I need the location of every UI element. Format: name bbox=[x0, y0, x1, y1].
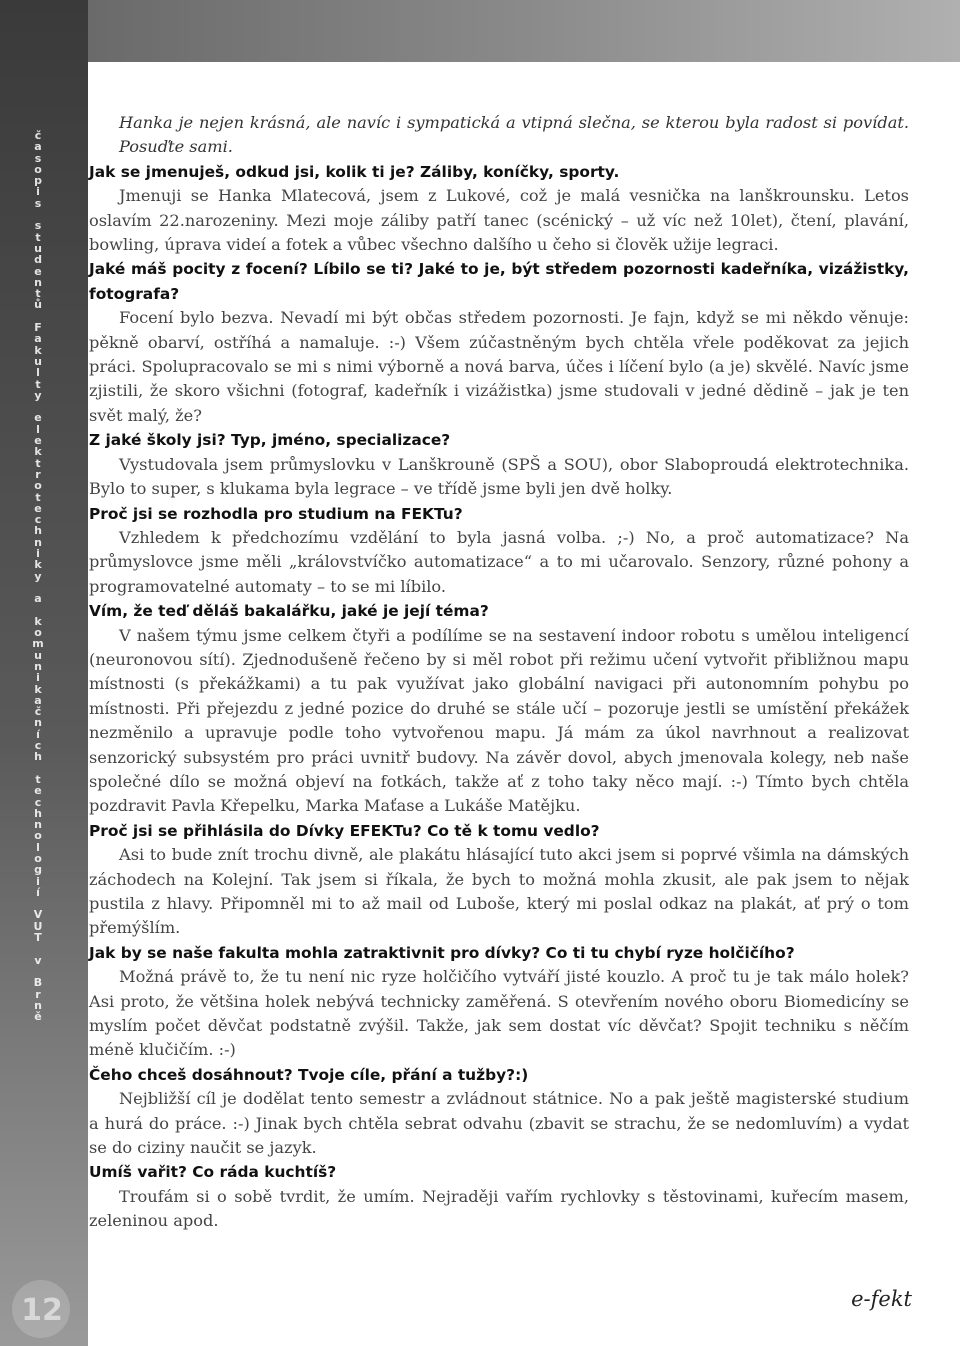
sidebar-letter: s bbox=[34, 219, 42, 233]
interview-answer: Nejbližší cíl je dodělat tento semestr a zvládnout státnice. No a pak ještě magisterské studium a hurá do práce. :-) Jinak bych chtěla sebrat odvahu (zbavit se strachu, že se nedomluvím) a vydat se do ciziny naučit se jazyk. bbox=[89, 1089, 909, 1158]
sidebar-letter: k bbox=[34, 614, 42, 628]
sidebar-letter: n bbox=[34, 716, 42, 730]
sidebar-letter: a bbox=[34, 140, 42, 154]
sidebar-letter: m bbox=[32, 637, 44, 651]
interview-answer: Troufám si o sobě tvrdit, že umím. Nejraději vařím rychlovky s těstovinami, kuřecím masem, zeleninou apod. bbox=[89, 1186, 909, 1231]
sidebar-letter: í bbox=[36, 727, 40, 741]
sidebar-letter: č bbox=[34, 129, 42, 142]
sidebar-letter: d bbox=[34, 253, 42, 267]
sidebar-letter: e bbox=[34, 434, 42, 448]
sidebar-letter: n bbox=[34, 998, 42, 1012]
interview-answer: Jmenuji se Hanka Mlatecová, jsem z Lukové, což je malá vesnička na lanškrounsku. Letos oslavím 22.narozeniny. Mezi moje záliby patří tanec (scénický – už víc než 10let), čtení, plavání, bowling, úprava videí a fotek a vůbec všechno dalšího u čeho si člověk užije legraci. bbox=[89, 186, 909, 255]
sidebar-letter: y bbox=[34, 569, 42, 583]
sidebar-letter: e bbox=[34, 411, 42, 425]
sidebar-letter: t bbox=[35, 287, 41, 301]
sidebar-letter: y bbox=[34, 388, 42, 402]
sidebar-letter: l bbox=[36, 366, 40, 380]
sidebar-letter: g bbox=[34, 863, 42, 877]
sidebar-letter: t bbox=[35, 456, 41, 470]
interview-question: Jak se jmenuješ, odkud jsi, kolik ti je? Záliby, koníčky, sporty. bbox=[89, 162, 620, 181]
page-number: 12 bbox=[10, 1278, 74, 1342]
interview-answer: Vzhledem k předchozímu vzdělání to byla jasná volba. ;-) No, a proč automatizace? Na průmyslovce jsme měli „královstvíčko automatizace“ a to mi učarovalo. Senzory, různé pohony a programovatelné automaty – to se mi líbilo. bbox=[89, 527, 909, 596]
sidebar-letter: B bbox=[33, 976, 43, 990]
sidebar-letter: v bbox=[34, 953, 42, 967]
sidebar-letter: n bbox=[34, 659, 42, 673]
sidebar-letter: i bbox=[36, 874, 40, 888]
sidebar-letter: o bbox=[34, 162, 42, 176]
sidebar-letter: o bbox=[34, 479, 42, 493]
sidebar-letter: h bbox=[34, 750, 42, 764]
sidebar-letter: n bbox=[34, 818, 42, 832]
sidebar-letter: u bbox=[34, 354, 42, 368]
sidebar-letter: a bbox=[34, 592, 42, 606]
interview-question: Vím, že teď děláš bakalářku, jaké je její téma? bbox=[89, 602, 489, 621]
interview-question: Jaké máš pocity z focení? Líbilo se ti? Jaké to je, být středem pozornosti kadeřníka, vizážistky, fotografa? bbox=[89, 260, 909, 303]
sidebar-letter: o bbox=[34, 852, 42, 865]
sidebar-letter: u bbox=[34, 648, 42, 662]
interview-question: Proč jsi se přihlásila do Dívky EFEKTu? Co tě k tomu vedlo? bbox=[89, 821, 600, 840]
sidebar bbox=[0, 0, 88, 1346]
magazine-logo: e-fekt bbox=[851, 1287, 912, 1311]
sidebar-letter: p bbox=[34, 174, 42, 188]
sidebar-letter: a bbox=[34, 332, 42, 346]
sidebar-letter: s bbox=[34, 151, 42, 165]
sidebar-letter: o bbox=[34, 626, 42, 640]
sidebar-letter: k bbox=[34, 445, 42, 459]
sidebar-letter: n bbox=[34, 535, 42, 549]
sidebar-letter: T bbox=[34, 931, 42, 945]
sidebar-vertical-text bbox=[18, 130, 58, 1022]
sidebar-letter: c bbox=[34, 795, 42, 809]
sidebar-letter: c bbox=[34, 513, 42, 527]
sidebar-letter: l bbox=[36, 422, 40, 436]
sidebar-letter: ě bbox=[34, 1010, 42, 1024]
sidebar-letter: t bbox=[35, 377, 41, 391]
top-header-bar bbox=[88, 0, 960, 62]
sidebar-letter: č bbox=[34, 705, 42, 719]
article-intro: Hanka je nejen krásná, ale navíc i sympatická a vtipná slečna, se kterou byla radost si povídat. Posuďte sami. bbox=[119, 113, 909, 157]
sidebar-letter: e bbox=[34, 501, 42, 515]
sidebar-letter: i bbox=[36, 546, 40, 560]
sidebar-letter: i bbox=[36, 185, 40, 199]
interview-answer: V našem týmu jsme celkem čtyři a podílíme se na sestavení indoor robotu s umělou inteligencí (neuronovou sítí). Zjednodušeně řečeno by si měl robot při režimu učení vytvořit přibližnou mapu místnosti (s překážkami) a tu pak využívat jako globální navigaci při autonomním pohybu po místnosti. Při přejezdu z jedné pozice do druhé se stále učí – pozoruje jestli se umístění překážek nezměnilo a upravuje podle toho vytvořenou mapu. Já mám za úkol navrhnout a realizovat senzorický subsystém pro práci uvnitř budovy. Na závěr dovol, abych jmenovala kolegy, neb naše společné dílo se možná objeví na fotkách, takže ať z toho taky něco mají. :-) Tímto bych chtěla pozdravit Pavla Křepelku, Marka Maťase a Lukáše Matějku. bbox=[89, 625, 909, 816]
interview-question: Proč jsi se rozhodla pro studium na FEKTu? bbox=[89, 504, 463, 523]
sidebar-letter: t bbox=[35, 490, 41, 504]
sidebar-letter: V bbox=[33, 908, 43, 922]
sidebar-letter: h bbox=[34, 524, 42, 538]
sidebar-letter: U bbox=[33, 919, 43, 933]
sidebar-letter: í bbox=[36, 885, 40, 899]
interview-question: Umíš vařit? Co ráda kuchtíš? bbox=[89, 1163, 337, 1182]
interview-answer: Focení bylo bezva. Nevadí mi být občas středem pozornosti. Je fajn, když se mi někdo věnuje: pěkně obarví, ostříhá a namaluje. :-) Všem zúčastněným bych chtěla vřele poděkovat za jejich práci. Spolupracovalo se mi s nimi výborně a nová barva, účes i líčení bylo (a je) skvělé. Navíc jsme zjistili, že skoro všichni (fotograf, kadeřník i vizážistka) jsme studovali v jedné dědině – jak je ten svět malý, že? bbox=[89, 308, 909, 425]
sidebar-letter: n bbox=[34, 275, 42, 289]
sidebar-letter: r bbox=[35, 467, 41, 481]
article-body bbox=[89, 111, 909, 1234]
sidebar-letter: F bbox=[34, 321, 42, 335]
sidebar-letter: l bbox=[36, 840, 40, 854]
sidebar-letter: e bbox=[34, 784, 42, 798]
interview-question: Čeho chceš dosáhnout? Tvoje cíle, přání a tužby?:) bbox=[89, 1065, 529, 1084]
interview-qa bbox=[89, 160, 909, 1234]
sidebar-letter: s bbox=[34, 196, 42, 210]
sidebar-letter: r bbox=[35, 987, 41, 1001]
interview-question: Jak by se naše fakulta mohla zatraktivnit pro dívky? Co ti tu chybí ryze holčičího? bbox=[89, 943, 795, 962]
sidebar-letter: a bbox=[34, 693, 42, 707]
interview-answer: Vystudovala jsem průmyslovku v Lanškrouně (SPŠ a SOU), obor Slaboproudá elektrotechnika. Bylo to super, s klukama byla legrace – ve třídě jsme byli jen dvě holky. bbox=[89, 454, 909, 499]
sidebar-letter: i bbox=[36, 671, 40, 685]
interview-answer: Možná právě to, že tu není nic ryze holčičího vytváří jisté kouzlo. A proč tu je tak málo holek? Asi proto, že většina holek nebývá technicky zaměřená. S otevřením nového oboru Biomedicíny se myslím počet děvčat podstatně zvýšil. Takže, jak sem dostat víc děvčat? Spojit techniku s něčím méně klučičím. :-) bbox=[89, 967, 909, 1060]
sidebar-letter: ů bbox=[34, 298, 42, 312]
sidebar-letter: k bbox=[34, 682, 42, 696]
sidebar-letter: h bbox=[34, 806, 42, 820]
sidebar-letter: k bbox=[34, 558, 42, 572]
sidebar-letter: u bbox=[34, 241, 42, 255]
sidebar-letter: k bbox=[34, 343, 42, 357]
sidebar-letter: o bbox=[34, 829, 42, 843]
sidebar-letter: t bbox=[35, 772, 41, 786]
sidebar-letter: c bbox=[34, 739, 42, 753]
interview-answer: Asi to bude znít trochu divně, ale plakátu hlásající tuto akci jsem si poprvé všimla na dámských záchodech na Kolejní. Tak jsem si říkala, že bych to možná mohla zkusit, ale pak jsem to nějak pustila z hlavy. Připomněl mi to až mail od Luboše, který mi poslal odkaz na plakát, ať prý o tom přemýšlím. bbox=[89, 845, 909, 938]
sidebar-letter: e bbox=[34, 264, 42, 278]
sidebar-letter: t bbox=[35, 230, 41, 244]
interview-question: Z jaké školy jsi? Typ, jméno, specializace? bbox=[89, 431, 451, 450]
